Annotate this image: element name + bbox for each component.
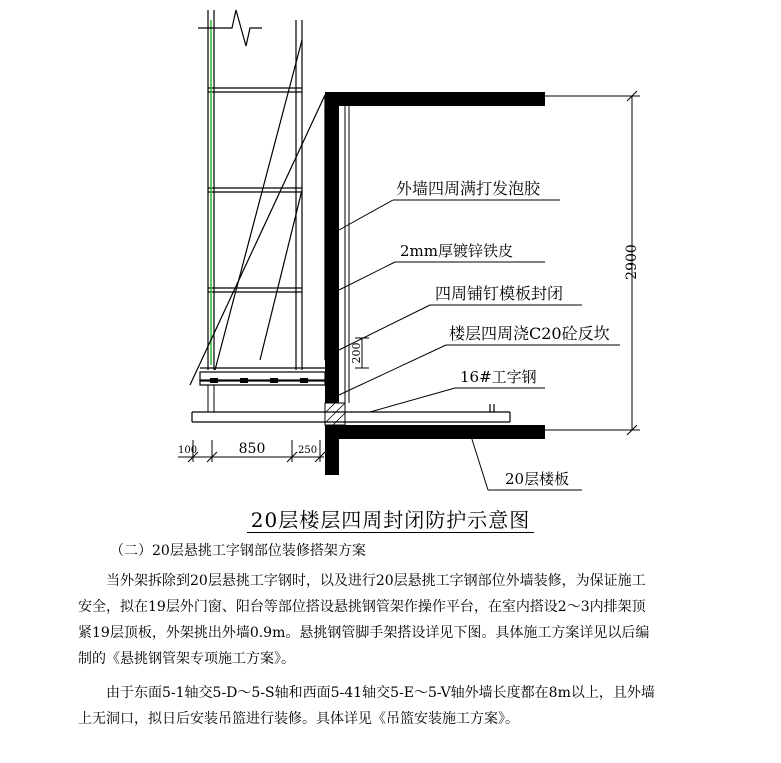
label-beam: 16#工字钢	[460, 368, 537, 386]
paragraph-1-line-1: 当外架拆除到20层悬挑工字钢时，以及进行20层悬挑工字钢部位外墙装修，为保证施工	[106, 573, 646, 589]
dim-850: 850	[238, 441, 266, 457]
paragraph-1-line-3: 紧19层顶板，外架挑出外墙0.9m。悬挑钢管脚手架搭设详见下图。具体施工方案详见以后编	[78, 625, 650, 641]
section-title: （二）20层悬挑工字钢部位装修搭架方案	[110, 543, 366, 559]
paragraph-2-line-1: 由于东面5-1轴交5-D～5-S轴和西面5-41轴交5-E～5-V轴外墙长度都在8m以上，且外墙	[106, 685, 655, 701]
label-curb: 楼层四周浇C20砼反坎	[449, 324, 610, 343]
dim-200: 200	[350, 342, 363, 364]
dim-2900: 2900	[624, 244, 640, 280]
dim-250: 250	[298, 445, 318, 456]
label-foam: 外墙四周满打发泡胶	[396, 179, 541, 198]
dim-100: 100	[178, 445, 198, 456]
label-floor: 20层楼板	[505, 470, 570, 488]
paragraph-1-line-2: 安全，拟在19层外门窗、阳台等部位搭设悬挑钢管架作操作平台，在室内搭设2～3内排架顶	[78, 599, 646, 615]
label-zinc: 2mm厚镀锌铁皮	[400, 242, 513, 260]
i-beam	[192, 404, 510, 422]
paragraph-2-line-2: 上无洞口，拟日后安装吊篮进行装修。具体详见《吊篮安装施工方案》。	[78, 711, 519, 727]
label-board: 四周铺钉模板封闭	[435, 284, 564, 303]
figure-caption: 20层楼层四周封闭防护示意图	[0, 504, 781, 533]
paragraph-1-line-4: 制的《悬挑钢管架专项施工方案》。	[78, 651, 295, 667]
